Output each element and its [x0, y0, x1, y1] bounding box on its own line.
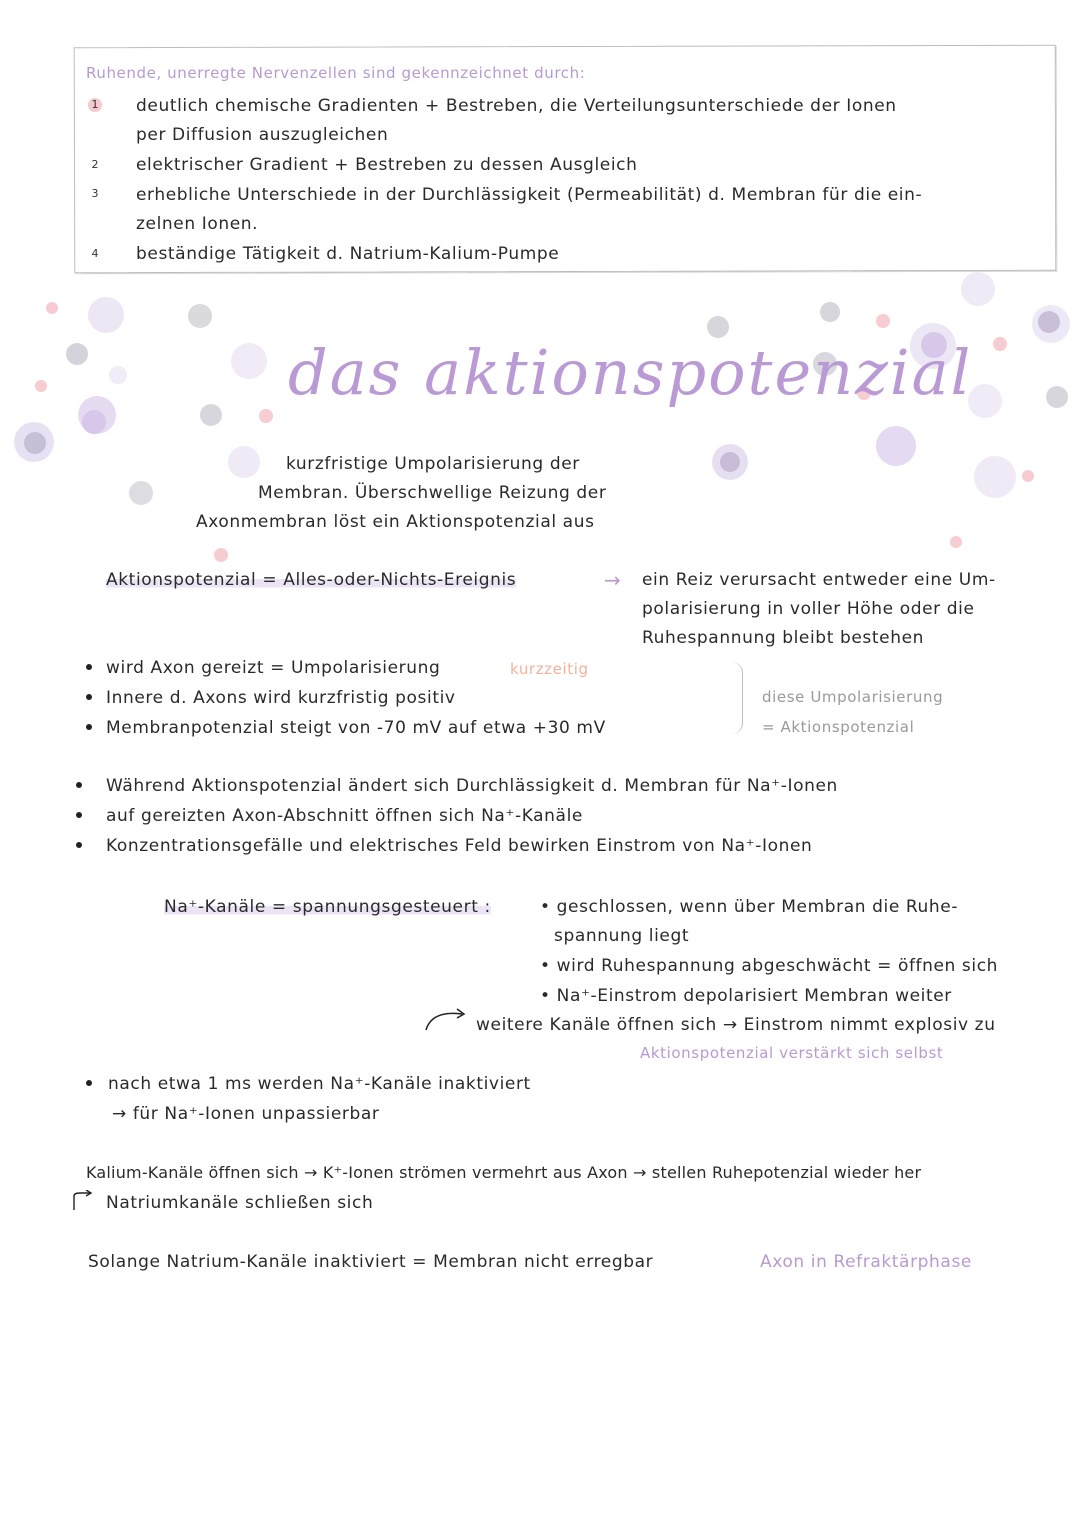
summary-heading: Ruhende, unerregte Nervenzellen sind gekennzeichnet durch: — [86, 64, 586, 82]
group2-bullet-3: Konzentrationsgefälle und elektrisches Feld bewirken Einstrom von Na⁺-Ionen — [106, 836, 813, 856]
return-arrow-icon — [70, 1190, 94, 1212]
intro-line-1: kurzfristige Umpolarisierung der — [286, 454, 580, 474]
na-loop: weitere Kanäle öffnen sich → Einstrom nimmt explosiv zu — [476, 1015, 996, 1035]
summary-item-3: erhebliche Unterschiede in der Durchlässigkeit (Permeabilität) d. Membran für die ein- — [136, 185, 923, 205]
na-point-2: • wird Ruhespannung abgeschwächt = öffnen sich — [540, 956, 999, 976]
na-point-3: • Na⁺-Einstrom depolarisiert Membran weiter — [540, 986, 952, 1006]
group1-bullet-2: Innere d. Axons wird kurzfristig positiv — [106, 688, 456, 708]
number-badge: 1 — [88, 98, 102, 112]
intro-line-2: Membran. Überschwellige Reizung der — [258, 483, 607, 503]
curved-arrow-icon — [422, 1004, 472, 1034]
alles-oder-nichts-expl-2: polarisierung in voller Höhe oder die — [642, 599, 975, 619]
group1-note: kurzzeitig — [510, 660, 589, 678]
inaktiv-bullet: nach etwa 1 ms werden Na⁺-Kanäle inaktiviert — [108, 1074, 531, 1094]
refrakt-note: Axon in Refraktärphase — [760, 1252, 972, 1272]
brace — [732, 662, 743, 734]
bullet-icon — [86, 1080, 92, 1086]
arrow-icon: → — [604, 568, 622, 592]
bullet-icon — [86, 694, 92, 700]
kalium-line-1: Kalium-Kanäle öffnen sich → K⁺-Ionen strömen vermehrt aus Axon → stellen Ruhepotenzial wieder her — [86, 1163, 922, 1182]
bullet-icon — [86, 664, 92, 670]
alles-oder-nichts-expl-3: Ruhespannung bleibt bestehen — [642, 628, 925, 648]
summary-item-1-cont: per Diffusion auszugleichen — [136, 125, 389, 145]
number-badge: 2 — [91, 158, 99, 171]
alles-oder-nichts-expl-1: ein Reiz verursacht entweder eine Um- — [642, 570, 996, 590]
group1-bullet-1: wird Axon gereizt = Umpolarisierung — [106, 658, 441, 678]
na-point-1: • geschlossen, wenn über Membran die Ruhe- — [540, 897, 959, 917]
kalium-line-2: Natriumkanäle schließen sich — [106, 1193, 374, 1213]
summary-item-3-cont: zelnen Ionen. — [136, 214, 259, 234]
brace-note-1: diese Umpolarisierung — [762, 688, 944, 706]
na-loop-note: Aktionspotenzial verstärkt sich selbst — [640, 1044, 944, 1062]
na-kanaele-term: Na⁺-Kanäle = spannungsgesteuert : — [164, 897, 491, 917]
summary-item-1: deutlich chemische Gradienten + Bestreben, die Verteilungsunterschiede der Ionen — [136, 96, 897, 116]
summary-item-4: beständige Tätigkeit d. Natrium-Kalium-Pumpe — [136, 244, 560, 264]
number-badge: 3 — [91, 187, 99, 200]
page-title: das aktionspotenzial — [288, 336, 973, 409]
group2-bullet-2: auf gereizten Axon-Abschnitt öffnen sich Na⁺-Kanäle — [106, 806, 583, 826]
na-point-1-cont: spannung liegt — [554, 926, 690, 946]
bullet-icon — [76, 842, 82, 848]
intro-line-3: Axonmembran löst ein Aktionspotenzial aus — [196, 512, 595, 532]
bullet-icon — [86, 724, 92, 730]
number-badge: 4 — [91, 247, 99, 260]
refrakt-line: Solange Natrium-Kanäle inaktiviert = Membran nicht erregbar — [88, 1252, 654, 1272]
summary-item-2: elektrischer Gradient + Bestreben zu dessen Ausgleich — [136, 155, 638, 175]
bullet-icon — [76, 782, 82, 788]
brace-note-2: = Aktionspotenzial — [762, 718, 915, 736]
group1-bullet-3: Membranpotenzial steigt von -70 mV auf etwa +30 mV — [106, 718, 606, 738]
alles-oder-nichts-term: Aktionspotenzial = Alles-oder-Nichts-Ereignis — [106, 570, 517, 590]
bullet-icon — [76, 812, 82, 818]
inaktiv-sub: → für Na⁺-Ionen unpassierbar — [112, 1104, 380, 1124]
group2-bullet-1: Während Aktionspotenzial ändert sich Durchlässigkeit d. Membran für Na⁺-Ionen — [106, 776, 838, 796]
